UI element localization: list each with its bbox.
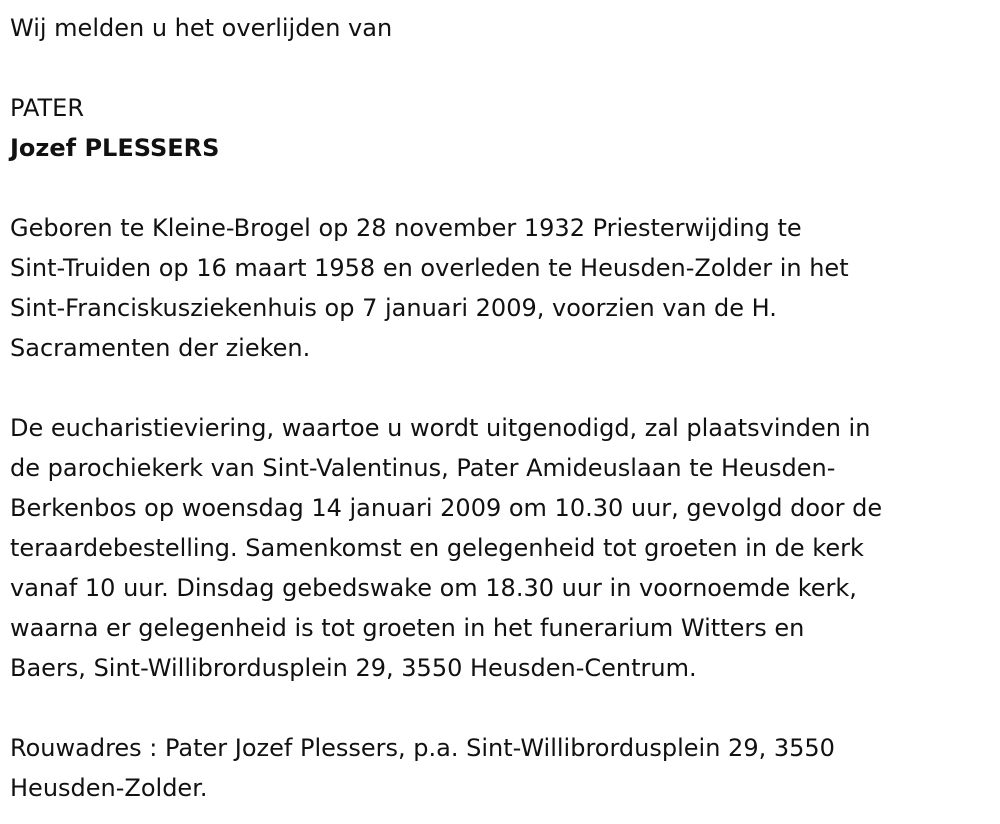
paragraph-line: Heusden-Zolder. [10, 774, 208, 802]
deceased-name: Jozef PLESSERS [10, 134, 220, 162]
paragraph-line: Rouwadres : Pater Jozef Plessers, p.a. Sint-Willibrordusplein 29, 3550 [10, 734, 835, 762]
paragraph-line: waarna er gelegenheid is tot groeten in het funerarium Witters en [10, 614, 805, 642]
birth-and-death-paragraph [10, 208, 980, 368]
paragraph-line: Sint-Truiden op 16 maart 1958 en overleden te Heusden-Zolder in het [10, 254, 849, 282]
mourning-address-paragraph [10, 728, 980, 808]
paragraph-line: Sint-Franciskusziekenhuis op 7 januari 2009, voorzien van de H. [10, 294, 777, 322]
title-text: PATER [10, 94, 84, 122]
paragraph-line: teraardebestelling. Samenkomst en gelegenheid tot groeten in de kerk [10, 534, 864, 562]
paragraph-line: Baers, Sint-Willibrordusplein 29, 3550 Heusden-Centrum. [10, 654, 697, 682]
paragraph-line: de parochiekerk van Sint-Valentinus, Pater Amideuslaan te Heusden- [10, 454, 836, 482]
intro-text: Wij melden u het overlijden van [10, 14, 393, 42]
paragraph-line: Sacramenten der zieken. [10, 334, 311, 362]
paragraph-line: De eucharistieviering, waartoe u wordt uitgenodigd, zal plaatsvinden in [10, 414, 871, 442]
paragraph-line: vanaf 10 uur. Dinsdag gebedswake om 18.30 uur in voornoemde kerk, [10, 574, 857, 602]
funeral-service-paragraph [10, 408, 980, 688]
paragraph-line: Geboren te Kleine-Brogel op 28 november 1932 Priesterwijding te [10, 214, 802, 242]
paragraph-line: Berkenbos op woensdag 14 januari 2009 om 10.30 uur, gevolgd door de [10, 494, 883, 522]
